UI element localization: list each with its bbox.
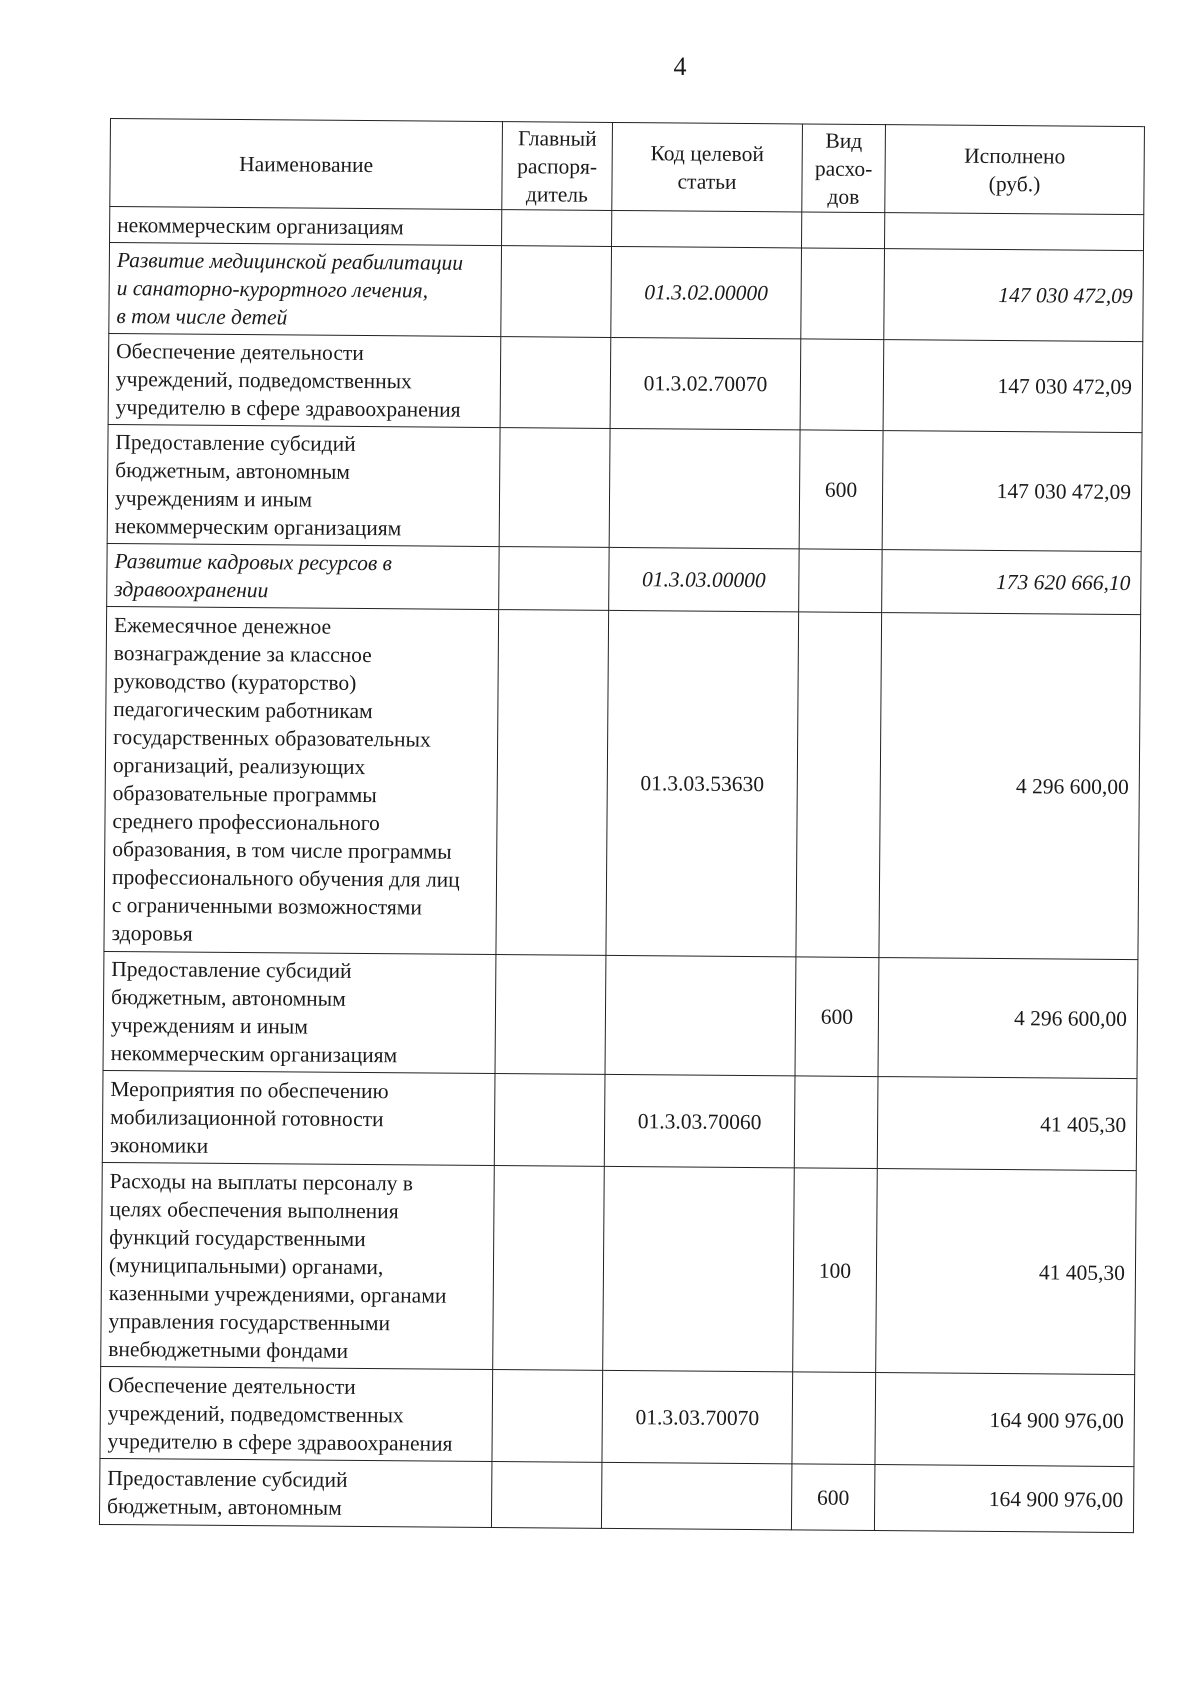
- row-type: [802, 212, 885, 249]
- row-name: Предоставление субсидий бюджетным, автономным учреждениям и иным некоммерческим организациям: [107, 424, 500, 546]
- row-code: 01.3.03.70070: [602, 1370, 793, 1463]
- row-type: 600: [791, 1464, 875, 1531]
- row-name: Предоставление субсидий бюджетным, автономным учреждениям и иным некоммерческим организациям: [103, 951, 496, 1073]
- row-name: Предоставление субсидий бюджетным, автономным: [99, 1458, 492, 1527]
- row-manager: [492, 1370, 603, 1463]
- column-header-code: Код целевой статьи: [612, 122, 803, 211]
- row-executed: 41 405,30: [877, 1077, 1137, 1171]
- row-executed: 147 030 472,09: [882, 431, 1142, 552]
- row-name: Обеспечение деятельности учреждений, подведомственных учредителю в сфере здравоохранения: [100, 1366, 493, 1461]
- row-executed: 147 030 472,09: [883, 340, 1143, 433]
- row-name: Мероприятия по обеспечению мобилизационной готовности экономики: [102, 1070, 495, 1165]
- table-row: [101, 1162, 1137, 1374]
- row-executed: 4 296 600,00: [879, 613, 1141, 960]
- row-manager: [495, 955, 606, 1075]
- table-row: [100, 1366, 1135, 1466]
- row-type: [794, 1076, 878, 1169]
- row-code: [601, 1462, 792, 1529]
- table-row: [99, 1458, 1133, 1532]
- row-code: 01.3.03.70060: [604, 1074, 795, 1167]
- row-type: [792, 1372, 876, 1465]
- row-manager: [500, 337, 611, 429]
- row-executed: 164 900 976,00: [875, 1373, 1135, 1467]
- row-manager: [491, 1462, 602, 1529]
- table-row: [107, 424, 1142, 551]
- row-name: Расходы на выплаты персоналу в целях обеспечения выполнения функций государственными (муниципальными) органами, казенными учреждениями, органами управления государственными внебюджетными фондами: [101, 1162, 495, 1369]
- row-type: 600: [799, 430, 883, 550]
- row-type: [796, 612, 882, 958]
- budget-execution-table: [99, 118, 1145, 1533]
- row-type: [801, 248, 885, 340]
- row-code: 01.3.03.00000: [609, 547, 799, 611]
- row-code: [603, 1166, 795, 1371]
- row-code: [605, 955, 796, 1075]
- row-code: [612, 210, 802, 247]
- table-row: [103, 951, 1138, 1078]
- table-row: [108, 333, 1143, 432]
- row-manager: [499, 428, 610, 548]
- page-number: 4: [673, 52, 687, 81]
- row-name: некоммерческим организациям: [110, 207, 502, 246]
- row-executed: 164 900 976,00: [874, 1465, 1134, 1533]
- table-row: [102, 1070, 1137, 1170]
- table-row: [107, 543, 1141, 614]
- table-row: [109, 243, 1144, 342]
- column-header-type: Вид расхо- дов: [802, 124, 886, 213]
- row-name: Ежемесячное денежное вознаграждение за классное руководство (кураторство) педагогическим работникам государственных образовательных организаций, реализующих образовательные программы среднего профессионального образования, в том числе программы профессионального обучения для лиц с ограниченными возможностями здоровья: [104, 606, 499, 954]
- column-header-manager: Главный распоря- дитель: [502, 122, 613, 211]
- row-type: [799, 549, 882, 613]
- row-code: 01.3.02.00000: [611, 246, 802, 338]
- row-code: 01.3.02.70070: [610, 337, 801, 429]
- row-executed: 4 296 600,00: [878, 958, 1138, 1079]
- row-code: [609, 428, 800, 548]
- column-header-executed: Исполнено (руб.): [885, 125, 1145, 215]
- row-type: 600: [795, 957, 879, 1077]
- row-manager: [502, 210, 612, 247]
- row-executed: 147 030 472,09: [884, 249, 1144, 342]
- row-name: Развитие медицинской реабилитации и санаторно-курортного лечения, в том числе детей: [109, 243, 502, 337]
- row-name: Развитие кадровых ресурсов в здравоохранении: [107, 543, 499, 609]
- row-executed: [884, 213, 1143, 251]
- row-type: 100: [793, 1168, 878, 1373]
- row-manager: [493, 1166, 605, 1371]
- table-header-row: [110, 119, 1145, 215]
- row-executed: 41 405,30: [876, 1169, 1137, 1375]
- row-type: [800, 339, 884, 431]
- row-manager: [494, 1074, 605, 1167]
- table-row: [104, 606, 1141, 959]
- row-manager: [496, 610, 609, 956]
- row-executed: 173 620 666,10: [882, 550, 1141, 615]
- row-name: Обеспечение деятельности учреждений, подведомственных учредителю в сфере здравоохранения: [108, 333, 501, 427]
- row-code: 01.3.03.53630: [606, 610, 799, 956]
- row-manager: [499, 547, 609, 611]
- column-header-name: Наименование: [110, 119, 503, 210]
- row-manager: [501, 246, 612, 338]
